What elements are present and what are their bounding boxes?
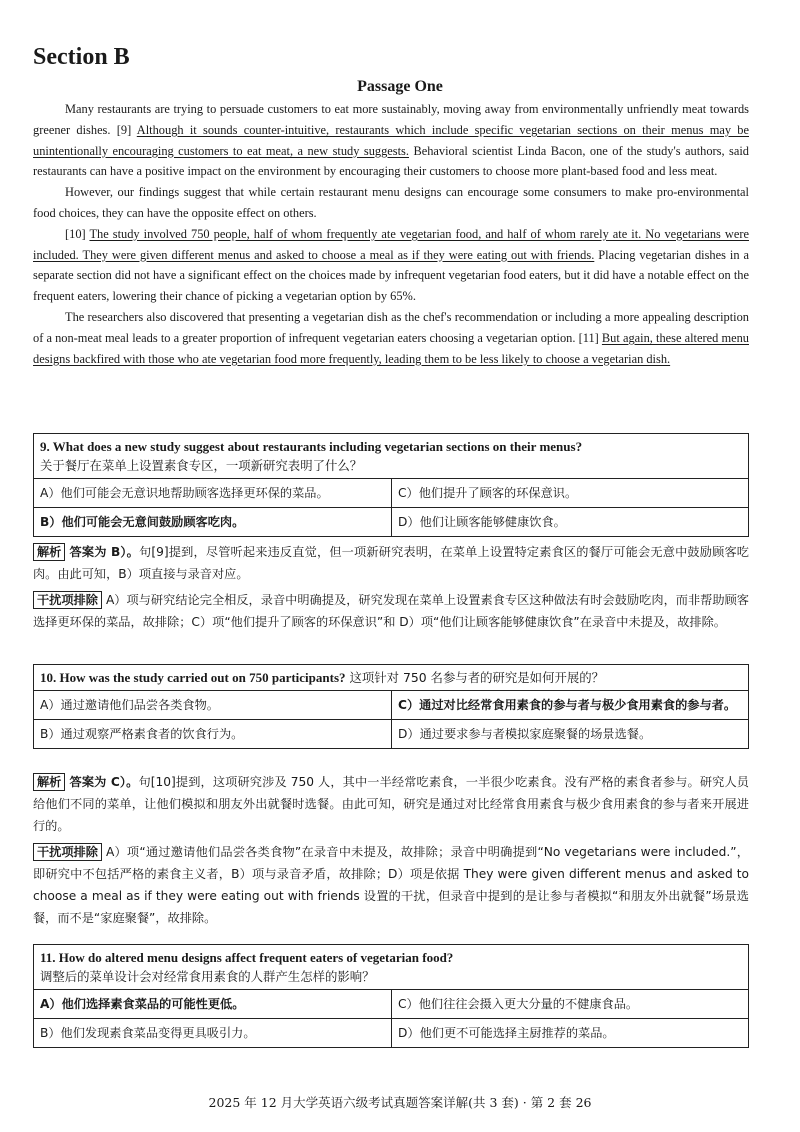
question-11-option-a: A）他们选择素食菜品的可能性更低。	[40, 997, 245, 1011]
question-10-option-c: C）通过对比经常食用素食的参与者与极少食用素食的参与者。	[391, 691, 748, 719]
passage-paragraph-4: The researchers also discovered that presenting a vegetarian dish as the chef's recommendation or including a more appealing description of a non-meat meal leads to a greater proportion of infrequent vegetarian eaters choosing a vegetarian option. [11] But again, these altered menu designs backfired with those who ate vegetarian food more frequently, leading them to be less likely to choose a vegetarian dish.	[33, 309, 749, 366]
question-10-explanation	[33, 771, 749, 929]
question-11-header	[34, 945, 748, 990]
question-11-option-d: D）他们更不可能选择主厨推荐的菜品。	[391, 1019, 748, 1047]
passage-paragraph-2: However, our findings suggest that while certain restaurant menu designs can encourage some consumers to make pro-environmental food choices, they can have the opposite effect on others.	[33, 185, 749, 220]
question-10-header	[34, 665, 748, 691]
question-9-answer: 答案为 B）。	[69, 545, 140, 559]
question-9-table	[33, 433, 749, 537]
question-11-chinese: 调整后的菜单设计会对经常食用素食的人群产生怎样的影响？	[40, 969, 375, 984]
question-9-option-b: B）他们可能会无意间鼓励顾客吃肉。	[40, 515, 245, 529]
distractor-tag: 干扰项排除	[33, 843, 102, 861]
question-10-table	[33, 664, 749, 749]
underlined-sentence-10: The study involved 750 people, half of whom frequently ate vegetarian food, and half of whom rarely ate it. No vegetarians were included. They were given different menus and asked to choose a meal as if they were eating out with friends.	[33, 226, 749, 262]
question-9-option-a: A）他们可能会无意识地帮助顾客选择更环保的菜品。	[40, 486, 329, 500]
distractor-tag: 干扰项排除	[33, 591, 102, 609]
question-11-option-c: C）他们往往会摄入更大分量的不健康食品。	[391, 990, 748, 1018]
passage-paragraph-1: Many restaurants are trying to persuade customers to eat more sustainably, moving away from environmentally unfriendly meat towards greener dishes. [9] Although it sounds counter-intuitive, restaurants which include specific vegetarian sections on their menus may be unintentionally encouraging customers to eat meat, a new study suggests. Behavioral scientist Linda Bacon, one of the study's authors, said restaurants can have a positive impact on the environment by encouraging their customers to choose more plant-based food and less meat.	[33, 102, 749, 179]
question-9-chinese: 关于餐厅在菜单上设置素食专区，一项新研究表明了什么？	[40, 458, 363, 473]
page-footer: 2025 年 12 月大学英语六级考试真题答案详解(共 3 套) · 第 2 套 26	[208, 1095, 592, 1110]
question-9-option-d: D）他们让顾客能够健康饮食。	[391, 508, 748, 536]
underlined-sentence-11: But again, these altered menu designs backfired with those who ate vegetarian food more frequently, leading them to be less likely to choose a vegetarian dish.	[33, 330, 749, 366]
question-9-english: 9. What does a new study suggest about restaurants including vegetarian sections on their menus?	[40, 439, 583, 454]
question-10-distractors: 干扰项排除 A）项“通过邀请他们品尝各类食物”在录音中未提及，故排除；录音中明确提到“No vegetarians were included.”，即研究中不包括严格的素食主义者，B）项与录音矛盾，故排除；D）项是依据 They were given different menus and asked to choose a meal as if they were eating out with friends 设置的干扰，但录音中提到的是让参与者模拟“和朋友外出就餐”场景选餐，而不是“家庭聚餐”，故排除。	[33, 845, 749, 925]
question-10-option-b: B）通过观察严格素食者的饮食行为。	[40, 727, 244, 741]
question-9-distractors: 干扰项排除 A）项与研究结论完全相反，录音中明确提及，研究发现在菜单上设置素食专区这种做法有时会鼓励吃肉，而非帮助顾客选择更环保的菜品，故排除；C）项“他们提升了顾客的环保意识”和 D）项“他们让顾客能够健康饮食”在录音中未提及，故排除。	[33, 593, 749, 629]
question-10-option-a: A）通过邀请他们品尝各类食物。	[40, 698, 219, 712]
question-9-header	[34, 434, 748, 479]
section-title: Section B	[33, 44, 130, 70]
question-9-analysis: 解析 答案为 B）。句[9]提到，尽管听起来违反直觉，但一项新研究表明，在菜单上设置特定素食区的餐厅可能会无意中鼓励顾客吃肉。由此可知，B）项直接与录音对应。	[33, 545, 749, 581]
question-10-option-d: D）通过要求参与者模拟家庭聚餐的场景选餐。	[391, 720, 748, 748]
question-10-chinese: 这项针对 750 名参与者的研究是如何开展的？	[349, 670, 605, 685]
analysis-tag: 解析	[33, 773, 65, 791]
question-9-explanation	[33, 541, 749, 633]
question-11-row-1	[34, 990, 748, 1019]
passage-paragraph-3: [10] The study involved 750 people, half of whom frequently ate vegetarian food, and half of whom rarely ate it. No vegetarians were included. They were given different menus and asked to choose a meal as if they were eating out with friends. Placing vegetarian dishes in a separate section did not have a significant effect on the choices made by infrequent vegetarian food eaters, but it did have a notable effect on the frequent eaters, lowering their chance of picking a vegetarian option by 65%.	[33, 226, 749, 304]
passage-text	[33, 99, 749, 369]
question-11-table	[33, 944, 749, 1048]
question-11-row-2	[34, 1019, 748, 1047]
question-9-option-c: C）他们提升了顾客的环保意识。	[391, 479, 748, 507]
question-11-option-b: B）他们发现素食菜品变得更具吸引力。	[40, 1026, 256, 1040]
question-10-answer: 答案为 C）。	[69, 775, 139, 789]
question-11-english: 11. How do altered menu designs affect frequent eaters of vegetarian food?	[40, 950, 454, 965]
passage-title: Passage One	[357, 78, 443, 95]
question-9-row-2	[34, 508, 748, 536]
analysis-tag: 解析	[33, 543, 65, 561]
underlined-sentence-9: Although it sounds counter-intuitive, restaurants which include specific vegetarian sections on their menus may be unintentionally encouraging customers to eat meat, a new study suggests.	[33, 122, 749, 158]
question-10-row-2	[34, 720, 748, 748]
question-10-analysis: 解析 答案为 C）。句[10]提到，这项研究涉及 750 人，其中一半经常吃素食，一半很少吃素食。没有严格的素食者参与。研究人员给他们不同的菜单，让他们模拟和朋友外出就餐时选餐。由此可知，研究是通过对比经常食用素食与极少食用素食的参与者来开展进行的。	[33, 775, 749, 833]
question-9-row-1	[34, 479, 748, 508]
question-10-row-1	[34, 691, 748, 720]
question-10-english: 10. How was the study carried out on 750 participants?	[40, 670, 346, 685]
